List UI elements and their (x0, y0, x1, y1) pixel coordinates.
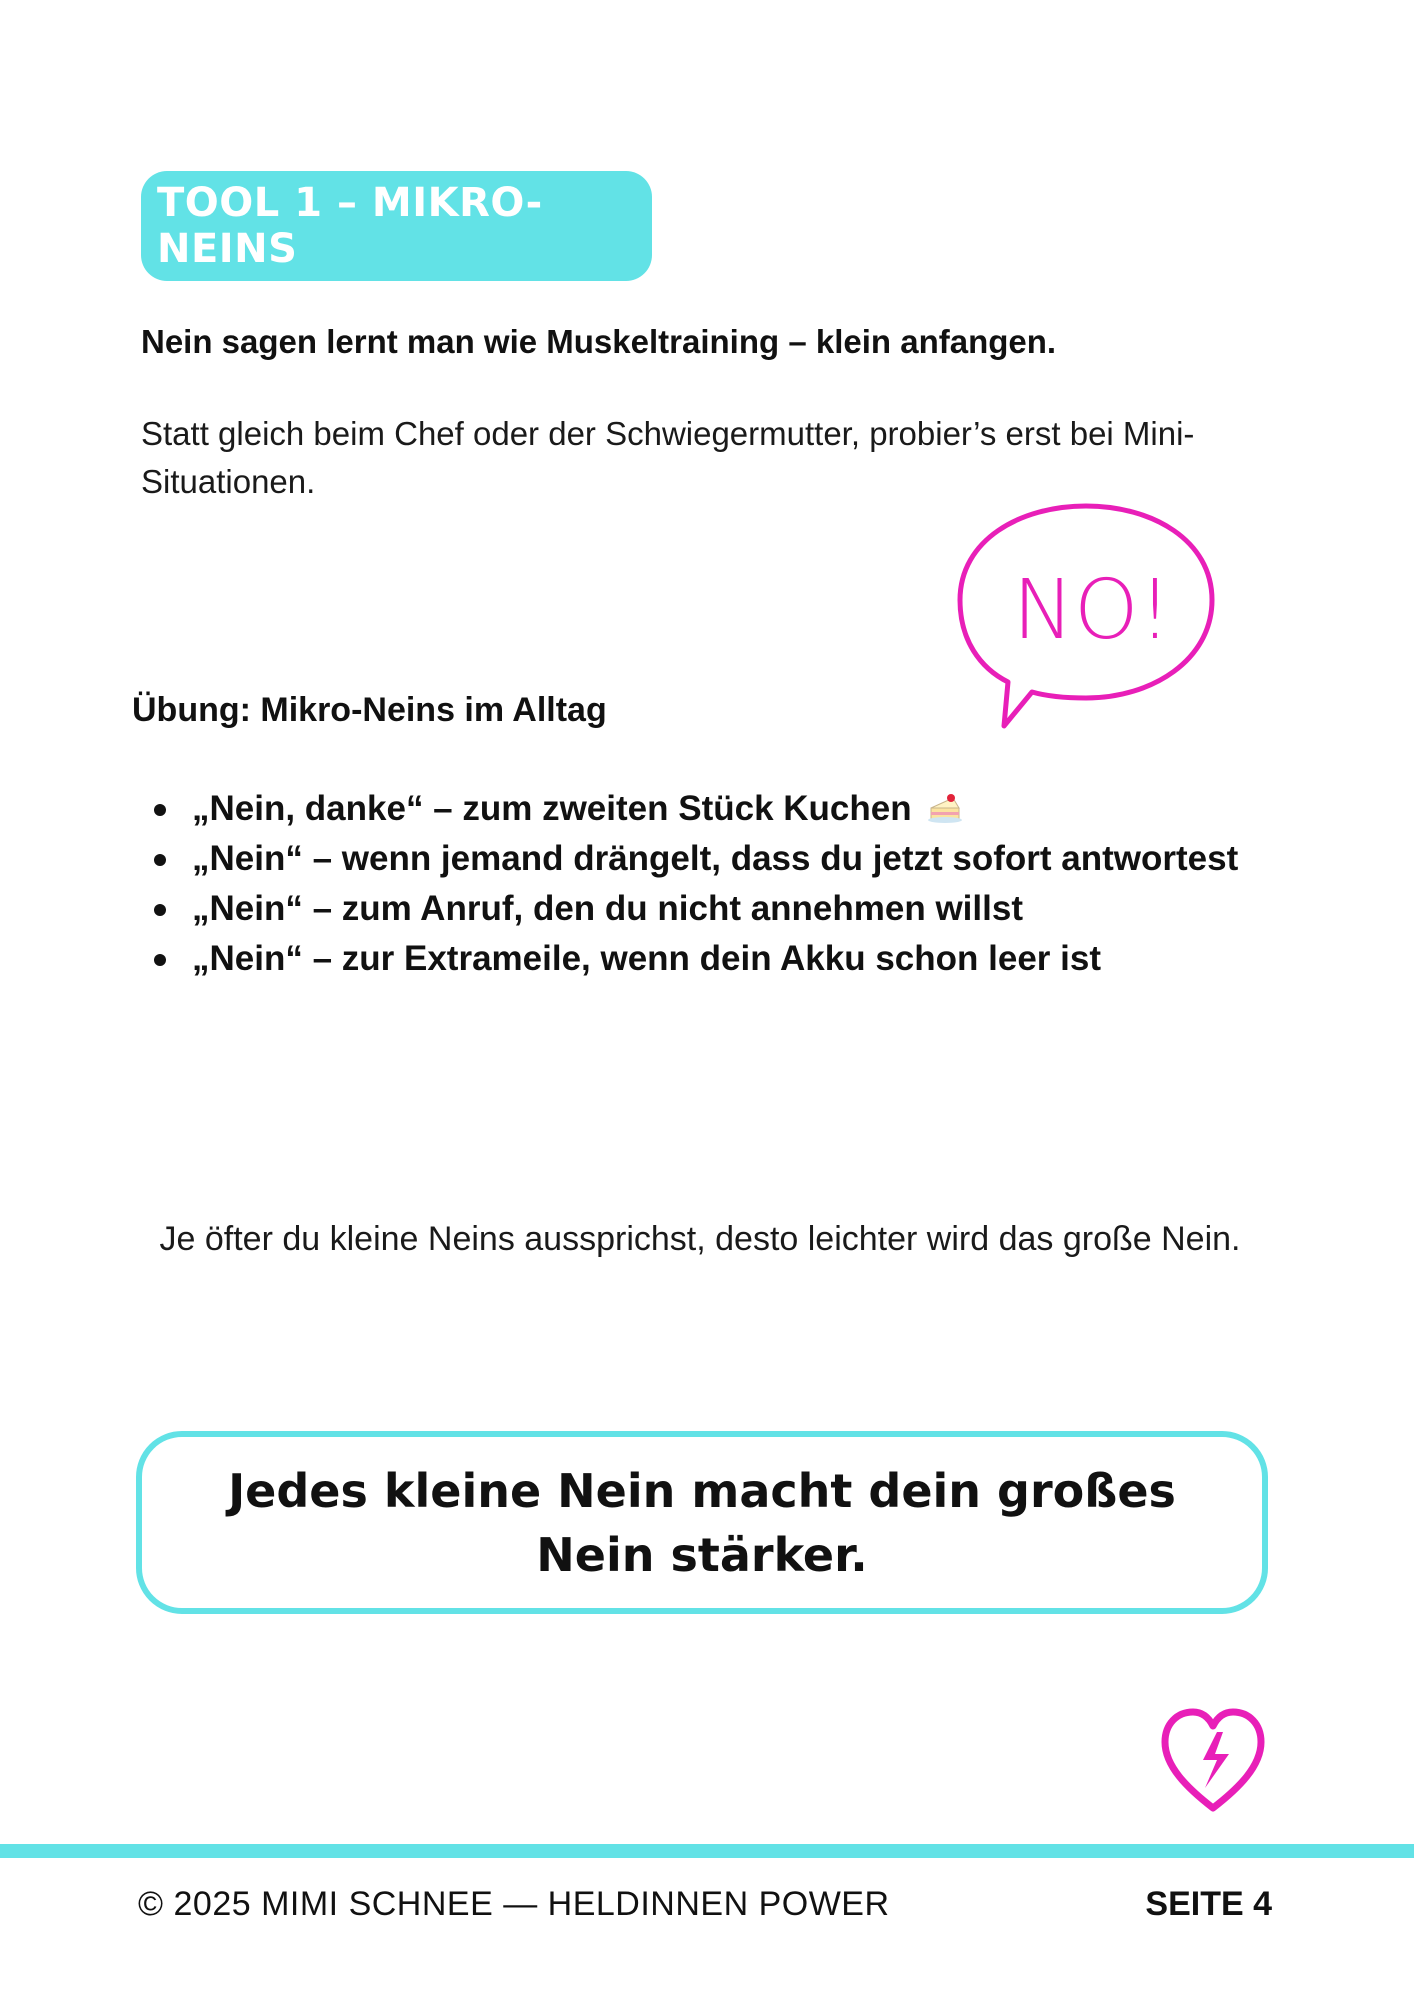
highlight-box (136, 1431, 1268, 1614)
no-speech-bubble-icon (950, 500, 1222, 740)
list-item-text: „Nein“ – wenn jemand drängelt, dass du jetzt sofort antwortest (192, 839, 1239, 878)
footer-copyright: © 2025 MIMI SCHNEE — HELDINNEN POWER (138, 1885, 890, 1923)
tool-badge (141, 171, 652, 281)
exercise-list (148, 784, 1278, 984)
exercise-title: Übung: Mikro-Neins im Alltag (132, 691, 607, 729)
highlight-text: Jedes kleine Nein macht dein großes Nein stärker. (228, 1463, 1176, 1582)
closing-text: Je öfter du kleine Neins aussprichst, desto leichter wird das große Nein. (159, 1220, 1241, 1258)
list-item-text: „Nein“ – zur Extrameile, wenn dein Akku schon leer ist (192, 939, 1101, 978)
list-item (148, 884, 1278, 934)
list-item (148, 934, 1278, 984)
cake-icon (927, 790, 963, 824)
no-bubble-text: NO! (1012, 563, 1172, 658)
tool-title: TOOL 1 – MIKRO-NEINS (157, 180, 543, 272)
list-item-text: „Nein, danke“ – zum zweiten Stück Kuchen (192, 789, 912, 828)
list-item-text: „Nein“ – zum Anruf, den du nicht annehmen willst (192, 889, 1023, 928)
broken-heart-icon (1157, 1704, 1269, 1816)
lead-text: Nein sagen lernt man wie Muskeltraining – klein anfangen. (141, 323, 1057, 360)
list-item (148, 784, 1278, 834)
list-item (148, 834, 1278, 884)
intro-text: Statt gleich beim Chef oder der Schwiegermutter, probier’s erst bei Mini-Situationen. (141, 415, 1195, 500)
page-number: SEITE 4 (1145, 1885, 1272, 1923)
footer-divider (0, 1844, 1414, 1858)
